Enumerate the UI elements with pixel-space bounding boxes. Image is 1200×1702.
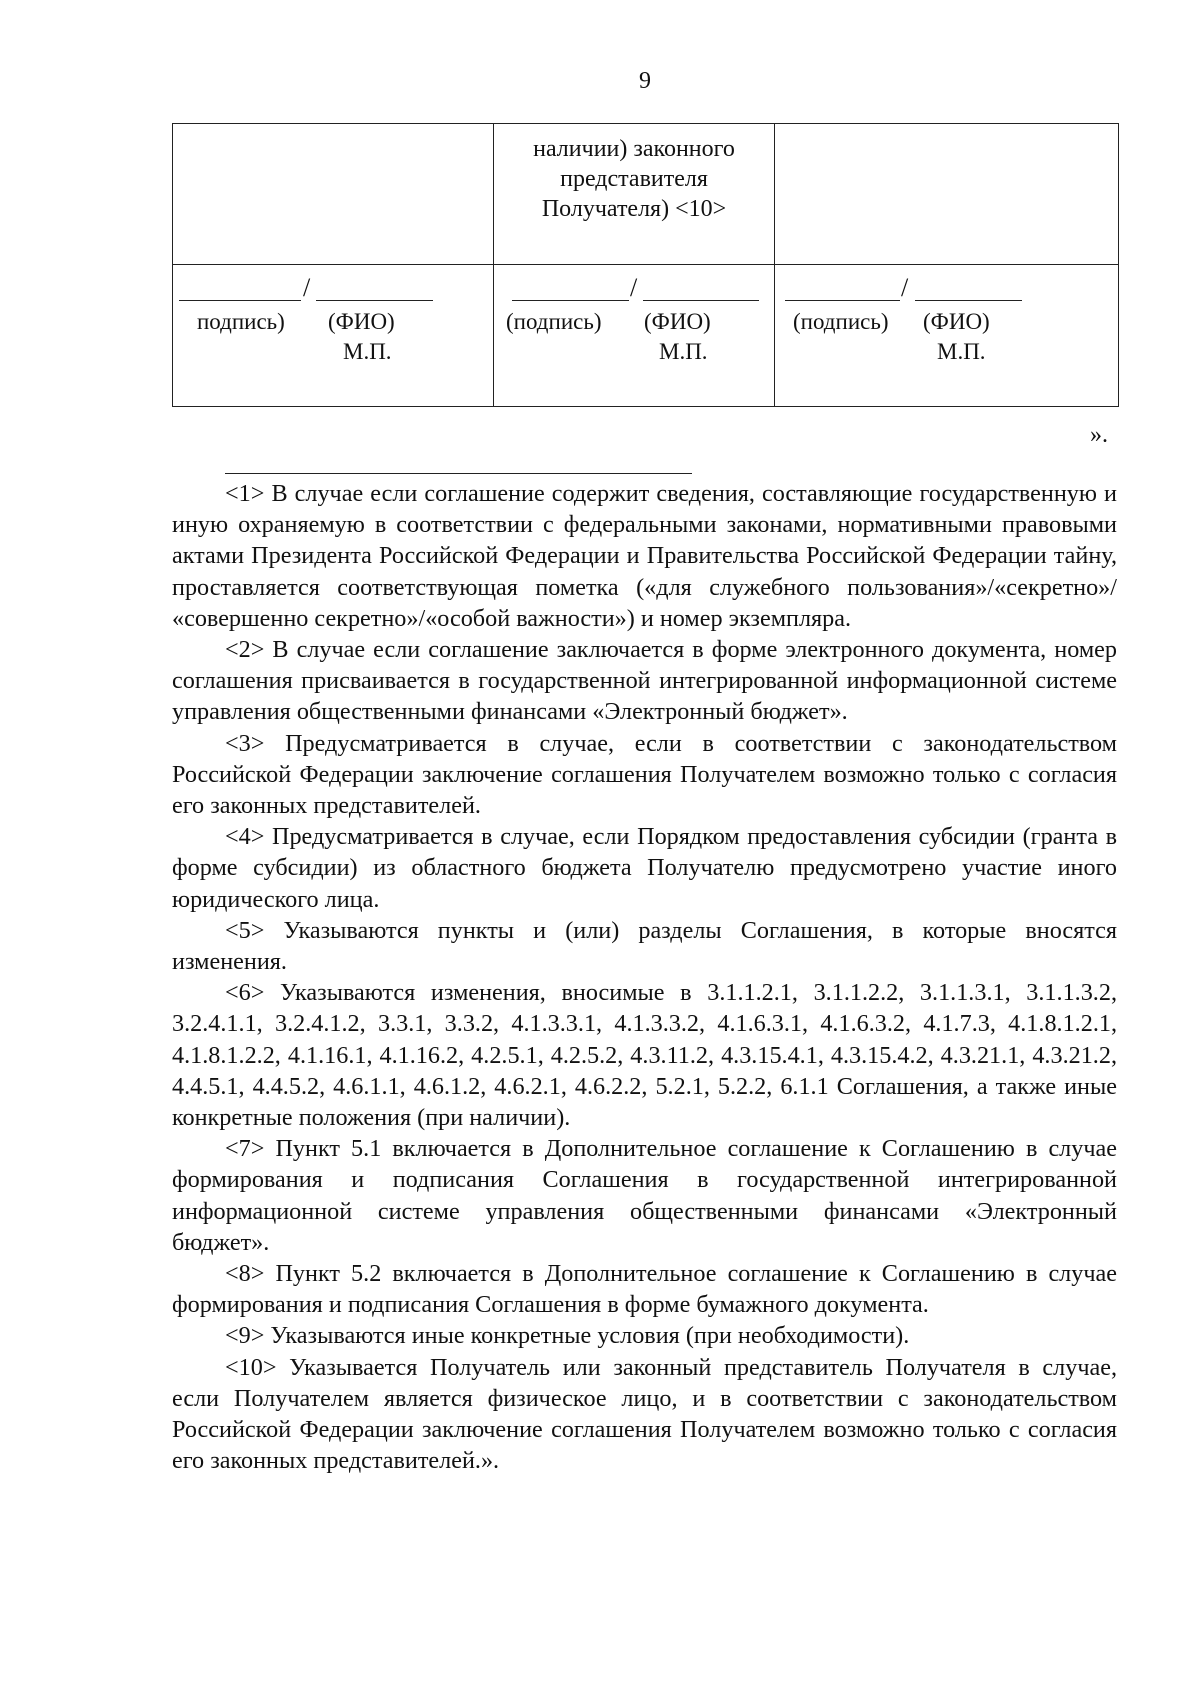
footnote-3: <3> Предусматривается в случае, если в соответствии с законодательством Российской Федерации заключение соглашения Получателем возможно только с согласия его законных представителей. <box>172 729 1117 820</box>
fio-label: (ФИО) <box>644 309 711 334</box>
footnote-separator <box>225 473 692 474</box>
signature-block <box>494 265 774 406</box>
footnote-8: <8> Пункт 5.2 включается в Дополнительное соглашение к Соглашению в случае формирования и подписания Соглашения в форме бумажного документа. <box>172 1260 1117 1319</box>
signature-label: подпись) <box>197 309 285 334</box>
slash-separator: / <box>901 273 909 302</box>
signature-line <box>179 300 301 301</box>
table-row <box>173 124 1119 265</box>
name-line <box>915 300 1022 301</box>
closing-quote: ». <box>1090 422 1108 448</box>
representative-header: наличии) законного представителя Получателя) <10> <box>533 136 735 222</box>
signature-cell <box>173 265 494 407</box>
signature-table <box>172 123 1119 407</box>
fio-label: (ФИО) <box>923 309 990 334</box>
signature-line <box>512 300 629 301</box>
footnote-7: <7> Пункт 5.1 включается в Дополнительное соглашение к Соглашению в случае формирования и подписания Соглашения в государственной интегрированной информационной системе управления общественными финансами «Электронный бюджет». <box>172 1135 1117 1256</box>
page-number: 9 <box>639 68 651 94</box>
footnote-4: <4> Предусматривается в случае, если Порядком предоставления субсидии (гранта в форме субсидии) из областного бюджета Получателю предусмотрено участие иного юридического лица. <box>172 823 1117 913</box>
footnotes <box>172 478 1117 1477</box>
slash-separator: / <box>630 273 638 302</box>
signature-block <box>173 265 493 406</box>
fio-label: (ФИО) <box>328 309 395 334</box>
name-line <box>643 300 759 301</box>
footnote-6: <6> Указываются изменения, вносимые в 3.1.1.2.1, 3.1.1.2.2, 3.1.1.3.1, 3.1.1.3.2, 3.2.4.1.1, 3.2.4.1.2, 3.3.1, 3.3.2, 4.1.3.3.1, 4.1.3.3.2, 4.1.6.3.1, 4.1.6.3.2, 4.1.7.3, 4.1.8.1.2.1, 4.1.8.1.2.2, 4.1.16.1, 4.1.16.2, 4.2.5.1, 4.2.5.2, 4.3.11.2, 4.3.15.4.1, 4.3.15.4.2, 4.3.21.1, 4.3.21.2, 4.4.5.1, 4.4.5.2, 4.6.1.1, 4.6.1.2, 4.6.2.1, 4.6.2.2, 5.2.1, 5.2.2, 6.1.1 Соглашения, а также иные конкретные положения (при наличии). <box>172 979 1117 1132</box>
signature-label: (подпись) <box>793 309 889 334</box>
slash-separator: / <box>303 273 311 302</box>
table-cell <box>494 124 775 265</box>
signature-block <box>775 265 1118 406</box>
footnote-2: <2> В случае если соглашение заключается в форме электронного документа, номер соглашения присваивается в государственной интегрированной информационной системе управления общественными финансами «Электронный бюджет». <box>172 636 1117 726</box>
signature-line <box>785 300 900 301</box>
signature-cell <box>494 265 775 407</box>
footnote-9: <9> Указываются иные конкретные условия (при необходимости). <box>225 1322 910 1350</box>
footnote-1: <1> В случае если соглашение содержит сведения, составляющие государственную и иную охраняемую в соответствии с федеральными законами, нормативными правовыми актами Президента Российской Федерации и Правительства Российской Федерации тайну, проставляется соответствующая пометка («для служебного пользования»/«секретно»/ «совершенно секретно»/«особой важности») и номер экземпляра. <box>172 480 1117 632</box>
name-line <box>316 300 433 301</box>
footnote-10: <10> Указывается Получатель или законный представитель Получателя в случае, если Получателем является физическое лицо, и в соответствии с законодательством Российской Федерации заключение соглашения Получателем возможно только с согласия его законных представителей.». <box>172 1353 1117 1475</box>
seal-label: М.П. <box>659 339 708 364</box>
signature-label: (подпись) <box>506 309 602 334</box>
table-cell <box>173 124 494 265</box>
table-cell <box>775 124 1119 265</box>
footnote-5: <5> Указываются пункты и (или) разделы Соглашения, в которые вносятся изменения. <box>172 916 1117 976</box>
signature-cell <box>775 265 1119 407</box>
seal-label: М.П. <box>343 339 392 364</box>
seal-label: М.П. <box>937 339 986 364</box>
table-row <box>173 265 1119 407</box>
